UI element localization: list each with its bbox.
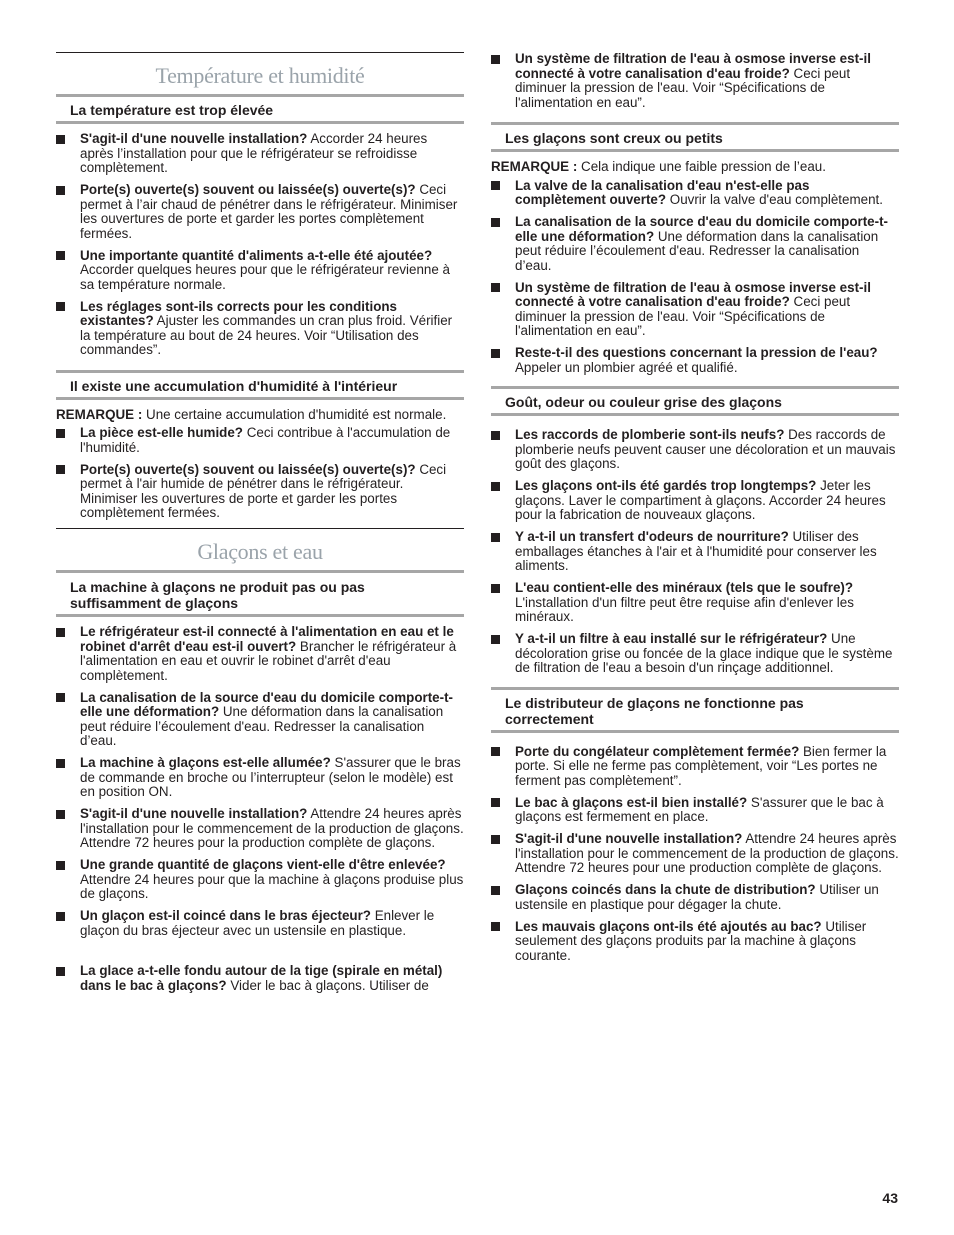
item-question: Porte du congélateur complètement fermée? [515, 743, 800, 759]
subhead-dispenser: Le distributeur de glaçons ne fonctionne pas correctement [491, 687, 899, 733]
bullet-icon [56, 186, 65, 195]
subhead-humidity: Il existe une accumulation d'humidité à l'intérieur [56, 370, 464, 400]
list-taste [491, 428, 899, 676]
item-question: Les réglages sont-ils corrects pour les conditions existantes? [80, 298, 397, 328]
item-question: La canalisation de la source d'eau du domicile comporte-t-elle une déformation? [80, 689, 453, 719]
bullet-icon [491, 635, 500, 644]
bullet-icon [491, 533, 500, 542]
item-question: L'eau contient-elle des minéraux (tels que le soufre)? [515, 580, 854, 595]
item-question: Un système de filtration de l'eau à osmose inverse est-il connecté à votre canalisation d'eau froide? [515, 279, 871, 309]
section-title-ice: Glaçons et eau [197, 539, 323, 564]
list-item [491, 832, 899, 876]
item-question: La valve de la canalisation d'eau n'est-elle pas complètement ouverte? [515, 177, 810, 207]
section-title-temperature: Température et humidité [155, 63, 365, 88]
list-item [491, 745, 899, 789]
list-item [491, 796, 899, 825]
subhead-hollow: Les glaçons sont creux ou petits [491, 122, 899, 152]
bullet-icon [56, 693, 65, 702]
bullet-icon [56, 759, 65, 768]
section-rule [56, 528, 464, 529]
bullet-icon [56, 302, 65, 311]
item-answer: Appeler un plombier agréé et qualifié. [515, 359, 738, 375]
item-answer: Accorder 24 heures après l’installation pour que le réfrigérateur se refroidisse complètement. [80, 131, 428, 175]
list-item [56, 463, 464, 521]
subhead-taste: Goût, odeur ou couleur grise des glaçons [491, 386, 899, 416]
list-item [56, 807, 464, 851]
note-humidity [56, 408, 464, 423]
item-question: Les glaçons ont-ils été gardés trop longtemps? [515, 478, 817, 493]
item-answer: Bien fermer la porte. Si elle ne ferme pas complètement, voir “Les portes ne ferment pas complètement”. [515, 743, 887, 788]
list-item [56, 964, 464, 993]
item-question: Glaçons coincés dans la chute de distribution? [515, 882, 816, 897]
bullet-icon [491, 835, 500, 844]
item-question: Les mauvais glaçons ont-ils été ajoutés au bac? [515, 918, 822, 934]
item-answer: Ceci contribue à l'accumulation de l'humidité. [80, 425, 451, 455]
list-item [56, 183, 464, 241]
top-rule [56, 52, 464, 53]
item-question: Y a-t-il un transfert d'odeurs de nourriture? [515, 529, 789, 544]
bullet-icon [491, 747, 500, 756]
list-item [491, 281, 899, 339]
bullet-icon [491, 431, 500, 440]
bullet-icon [491, 218, 500, 227]
list-item [56, 625, 464, 683]
item-question: Y a-t-il un filtre à eau installé sur le réfrigérateur? [515, 631, 828, 646]
note-text: Une certaine accumulation d'humidité est normale. [142, 406, 447, 422]
item-answer: Ceci peut diminuer la pression de l'eau. Voir “Spécifications de l'alimentation en eau”. [515, 65, 851, 110]
subhead-ice-maker: La machine à glaçons ne produit pas ou pas suffisamment de glaçons [56, 570, 464, 617]
item-question: S'agit-il d'une nouvelle installation? [80, 806, 308, 821]
note-label: REMARQUE : [56, 406, 143, 422]
list-item [56, 132, 464, 176]
list-item [491, 632, 899, 676]
list-item [491, 479, 899, 523]
item-answer: Jeter les glaçons. Laver le compartiment à glaçons. Accorder 24 heures pour la fabrication de nouveaux glaçons. [515, 478, 886, 522]
item-answer: L'installation d'un filtre peut être requise afin d'enlever les minéraux. [515, 594, 854, 624]
bullet-icon [56, 251, 65, 260]
item-question: Le réfrigérateur est-il connecté à l'alimentation en eau et le robinet d'arrêt d'eau est-il ouvert? [80, 624, 454, 654]
item-question: Un glaçon est-il coincé dans le bras éjecteur? [80, 908, 371, 923]
bullet-icon [491, 886, 500, 895]
subhead-temperature-high: La température est trop élevée [56, 94, 464, 124]
list-item [56, 909, 464, 938]
bullet-icon [491, 798, 500, 807]
list-temperature-high [56, 132, 464, 358]
item-question: Une grande quantité de glaçons vient-elle d'être enlevée? [80, 857, 446, 872]
item-question: La canalisation de la source d'eau du domicile comporte-t-elle une déformation? [515, 214, 888, 244]
item-answer: Des raccords de plomberie neufs peuvent causer une décoloration et un mauvais goût des glaçons. [515, 427, 896, 471]
item-answer: Une déformation dans la canalisation peut réduire l’écoulement d'eau. Redresser la canalisation d’eau. [80, 704, 444, 748]
item-answer: Utiliser des emballages étanches à l'air et à l'humidité pour conserver les aliments. [515, 529, 877, 573]
item-answer: S'assurer que le bac à glaçons est fermement en place. [515, 794, 884, 824]
list-item [56, 691, 464, 749]
item-answer: Brancher le réfrigérateur à l'alimentation en eau et ouvrir le robinet d'arrêt d'eau complètement. [80, 638, 457, 683]
list-item [491, 346, 899, 375]
item-answer: Une déformation dans la canalisation peut réduire l’écoulement d'eau. Redresser la canalisation d’eau. [515, 228, 879, 273]
list-item [56, 426, 464, 455]
item-answer: Ceci permet à l’air chaud de pénétrer dans le réfrigérateur. Minimiser les ouvertures de porte et garder les portes complètement fermées. [80, 182, 458, 241]
list-item [491, 920, 899, 964]
bullet-icon [56, 861, 65, 870]
item-answer: Une décoloration grise ou foncée de la glace indique que le système de filtration de l'eau a besoin d'un rinçage additionnel. [515, 631, 893, 675]
list-item [56, 756, 464, 800]
right-column [491, 52, 899, 971]
list-item [491, 883, 899, 912]
item-answer: Attendre 24 heures après l'installation pour le commencement de la production de glaçons. Attendre 72 heures pour la production complète de glaçons. [80, 806, 464, 850]
item-question: Porte(s) ouverte(s) souvent ou laissée(s) ouverte(s)? [80, 182, 416, 197]
item-question: La pièce est-elle humide? [80, 425, 243, 440]
item-question: Reste-t-il des questions concernant la pression de l'eau? [515, 345, 878, 360]
bullet-icon [491, 922, 500, 931]
item-question: Le bac à glaçons est-il bien installé? [515, 794, 748, 810]
bullet-icon [56, 912, 65, 921]
item-question: S'agit-il d'une nouvelle installation? [515, 831, 743, 846]
bullet-icon [56, 135, 65, 144]
bullet-icon [491, 584, 500, 593]
bullet-icon [491, 55, 500, 64]
note-hollow [491, 160, 899, 175]
bullet-icon [491, 349, 500, 358]
item-question: La glace a-t-elle fondu autour de la tige (spirale en métal) dans le bac à glaçons? [80, 963, 443, 993]
list-item [56, 858, 464, 902]
list-ice-maker [56, 625, 464, 993]
list-item [56, 249, 464, 293]
list-item [491, 215, 899, 273]
item-answer: Utiliser un ustensile en plastique pour dégager la chute. [515, 882, 879, 912]
item-answer: S'assurer que le bras de commande en broche ou l’interrupteur (selon le modèle) est en position ON. [80, 755, 461, 799]
bullet-icon [56, 810, 65, 819]
item-answer: Ceci permet à l'air humide de pénétrer dans le réfrigérateur. Minimiser les ouvertures de porte et garder les portes complètement fermées. [80, 461, 447, 520]
list-item [491, 428, 899, 472]
list-item [491, 52, 899, 110]
list-hollow [491, 179, 899, 376]
item-question: S'agit-il d'une nouvelle installation? [80, 131, 308, 146]
item-question: Les raccords de plomberie sont-ils neufs? [515, 427, 785, 442]
item-answer: Ajuster les commandes un cran plus froid. Vérifier la température au bout de 24 heures. Voir “Utilisation des commandes”. [80, 313, 453, 357]
item-question: Un système de filtration de l'eau à osmose inverse est-il connecté à votre canalisation d'eau froide? [515, 51, 871, 81]
list-item [491, 581, 899, 625]
item-answer: Attendre 24 heures après l'installation pour le commencement de la production de glaçons. Attendre 72 heures pour une production complète de glaçons. [515, 831, 899, 875]
item-question: Une importante quantité d'aliments a-t-elle été ajoutée? [80, 247, 433, 263]
bullet-icon [56, 429, 65, 438]
item-answer: Attendre 24 heures pour que la machine à glaçons produise plus de glaçons. [80, 871, 464, 901]
bullet-icon [56, 628, 65, 637]
bullet-icon [491, 482, 500, 491]
note-label: REMARQUE : [491, 159, 578, 174]
bullet-icon [56, 465, 65, 474]
bullet-icon [491, 181, 500, 190]
item-question: La machine à glaçons est-elle allumée? [80, 755, 331, 770]
bullet-icon [56, 967, 65, 976]
bullet-icon [491, 283, 500, 292]
item-answer: Accorder quelques heures pour que le réfrigérateur revienne à sa température normale. [80, 262, 450, 292]
note-text: Cela indique une faible pression de l’eau. [577, 159, 826, 174]
item-answer: Vider le bac à glaçons. Utiliser de [226, 977, 429, 993]
list-dispenser [491, 745, 899, 964]
page-number: 43 [882, 1190, 898, 1206]
list-item [56, 300, 464, 358]
item-answer: Ceci peut diminuer la pression de l'eau. Voir “Spécifications de l'alimentation en eau”. [515, 294, 851, 338]
left-column [56, 52, 464, 1001]
item-answer: Ouvrir la valve d'eau complètement. [666, 192, 883, 207]
item-question: Porte(s) ouverte(s) souvent ou laissée(s) ouverte(s)? [80, 461, 416, 477]
item-answer: Enlever le glaçon du bras éjecteur avec un ustensile en plastique. [80, 908, 435, 938]
item-answer: Utiliser seulement des glaçons produits par la machine à glaçons courante. [515, 918, 867, 963]
list-item [491, 530, 899, 574]
list-humidity [56, 426, 464, 521]
list-item [491, 179, 899, 208]
list-top [491, 52, 899, 110]
